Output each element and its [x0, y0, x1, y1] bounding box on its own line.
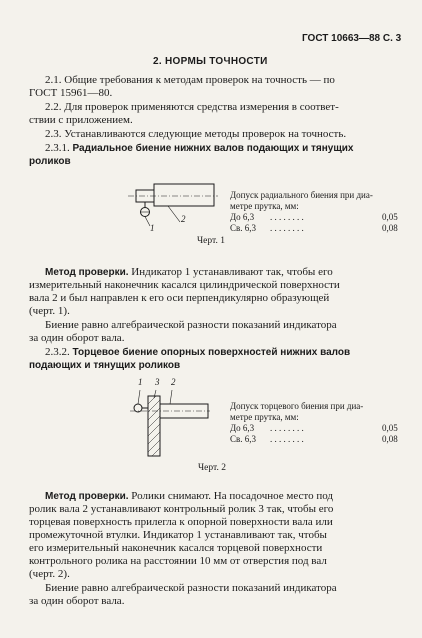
fig1-row-2-label: Св. 6,3	[230, 223, 257, 233]
method-1-line1	[45, 266, 333, 279]
fig2-row-1-dots: . . . . . . . .	[270, 423, 304, 433]
fig2-tolerance-title-line1: Допуск торцевого биения при диа-	[230, 401, 364, 411]
clause-2-3-1-title: Радиальное биение нижних валов подающих и тянущих	[72, 143, 354, 154]
fig1-row-1-dots: . . . . . . . .	[270, 212, 304, 222]
clause-2-2-line2: ствии с приложением.	[29, 114, 133, 126]
fig2-row-2-dots: . . . . . . . .	[270, 434, 304, 444]
method-2-line4: промежуточной втулки. Индикатор 1 устанавливают так, чтобы	[29, 529, 327, 541]
clause-2-2-line1: 2.2. Для проверок применяются средства измерения в соответ-	[45, 101, 339, 113]
fig1-row-2-dots: . . . . . . . .	[270, 223, 304, 233]
method-1-line3: вала 2 и был направлен к его оси перпендикулярно образующей	[29, 292, 330, 304]
fig2-caption: Черт. 2	[198, 463, 226, 473]
fig1-tolerance-title-line1: Допуск радиального биения при диа-	[230, 190, 373, 200]
fig2-tolerance-title-line2: метре прутка, мм:	[230, 412, 299, 422]
page-header: ГОСТ 10663—88 С. 3	[302, 33, 402, 44]
method-2-line5: его измерительный наконечник касался торцевой поверхности	[29, 542, 323, 554]
figure-1-drawing	[128, 178, 218, 234]
fig1-label-1: 1	[150, 223, 155, 233]
result-2-line2: за один оборот вала.	[29, 595, 125, 607]
clause-2-3-1-heading	[45, 142, 354, 155]
section-title: 2. НОРМЫ ТОЧНОСТИ	[153, 56, 268, 67]
method-1-line4: (черт. 1).	[29, 305, 70, 317]
fig2-row-2-value: 0,08	[382, 434, 398, 444]
fig2-row-1-label: До 6,3	[230, 423, 255, 433]
clause-2-3-2-title: Торцевое биение опорных поверхностей нижних валов	[72, 347, 351, 358]
fig2-label-3: 3	[155, 377, 160, 387]
method-2-line6: контрольного ролика на расстоянии 10 мм от отверстия под вал	[29, 555, 327, 567]
fig2-label-1: 1	[138, 377, 143, 387]
fig1-row-2-value: 0,08	[382, 223, 398, 233]
fig1-row-1-value: 0,05	[382, 212, 398, 222]
method-2-text1: Ролики снимают. На посадочное место под	[131, 490, 334, 502]
clause-2-3-2-title-cont: подающих и тянущих роликов	[29, 360, 181, 371]
method-1-text1: Индикатор 1 устанавливают так, чтобы его	[131, 266, 333, 278]
result-1-line2: за один оборот вала.	[29, 332, 125, 344]
fig2-label-2: 2	[171, 377, 176, 387]
fig2-row-2-label: Св. 6,3	[230, 434, 257, 444]
method-1-lead: Метод проверки.	[45, 267, 129, 278]
method-1-line2: измерительный наконечник касался цилиндрической поверхности	[29, 279, 340, 291]
fig1-row-1-label: До 6,3	[230, 212, 255, 222]
clause-2-3-2-number: 2.3.2.	[45, 346, 70, 358]
figure-2-drawing	[130, 386, 210, 466]
fig1-tolerance-title-line2: метре прутка, мм:	[230, 201, 299, 211]
method-2-line3: торцевая поверхность прилегла к опорной поверхности вала или	[29, 516, 333, 528]
method-2-lead: Метод проверки.	[45, 491, 129, 502]
fig1-label-2: 2	[181, 214, 186, 224]
fig1-shaft-large	[154, 184, 214, 206]
fig2-row-1-value: 0,05	[382, 423, 398, 433]
clause-2-3-1-number: 2.3.1.	[45, 142, 70, 154]
clause-2-3: 2.3. Устанавливаются следующие методы проверок на точность.	[45, 128, 347, 140]
clause-2-1-line2: ГОСТ 15961—80.	[29, 87, 113, 99]
clause-2-3-1-title-cont: роликов	[29, 156, 71, 167]
method-2-line2: ролик вала 2 устанавливают контрольный ролик 3 так, чтобы его	[29, 503, 334, 515]
fig1-caption: Черт. 1	[197, 236, 225, 246]
method-2-line1	[45, 490, 333, 503]
clause-2-1-line1: 2.1. Общие требования к методам проверок на точность — по	[45, 74, 335, 86]
result-2-line1: Биение равно алгебраической разности показаний индикатора	[45, 582, 337, 594]
clause-2-3-2-heading	[45, 346, 350, 359]
method-2-line7: (черт. 2).	[29, 568, 70, 580]
result-1-line1: Биение равно алгебраической разности показаний индикатора	[45, 319, 337, 331]
